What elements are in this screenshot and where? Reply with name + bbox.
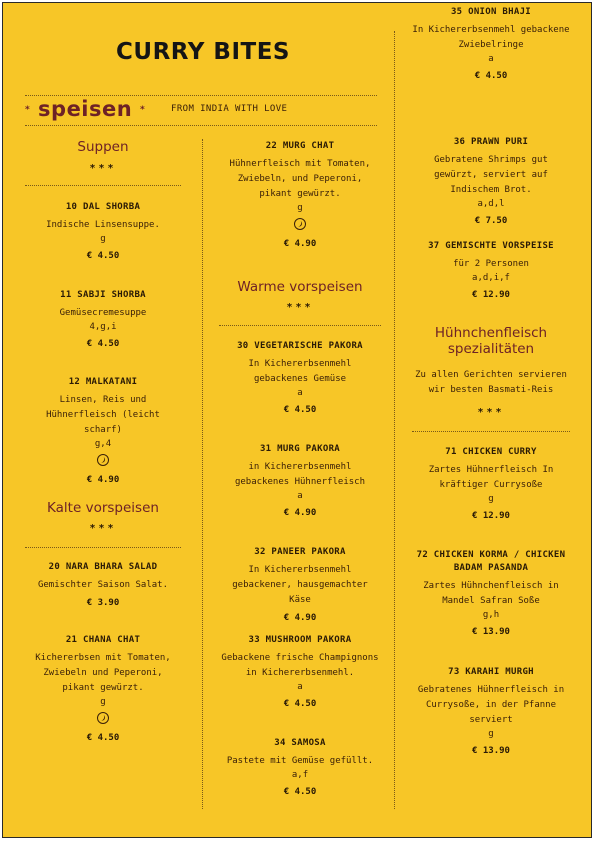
- stars-ornament: ***: [477, 407, 505, 418]
- divider: [25, 185, 181, 186]
- divider: [25, 547, 181, 548]
- menu-item: [219, 737, 381, 799]
- item-price: € 4.50: [283, 787, 317, 797]
- item-price: € 4.50: [474, 71, 508, 81]
- menu-item: [219, 340, 381, 417]
- item-allergen-codes: g: [488, 729, 494, 739]
- item-price: € 4.90: [283, 239, 317, 249]
- item-allergen-codes: a,d,i,f: [472, 273, 510, 283]
- speisen-label: speisen: [38, 97, 133, 121]
- item-price: € 4.50: [86, 339, 120, 349]
- item-allergen-codes: g: [297, 203, 303, 213]
- menu-page: [2, 2, 592, 838]
- menu-item: [412, 666, 570, 758]
- item-description: Gebratenes Hühnerfleisch in Currysoße, in der Pfanne serviert: [417, 685, 565, 725]
- item-name: 22 MURG CHAT: [265, 141, 335, 151]
- item-price: € 4.50: [86, 251, 120, 261]
- item-description: Gemischter Saison Salat.: [37, 580, 169, 590]
- item-name: 35 ONION BHAJI: [450, 7, 532, 17]
- item-name: 12 MALKATANI: [68, 377, 138, 387]
- item-description: In Kichererbsenmehl gebackener, hausgemachter Käse: [232, 565, 368, 605]
- section-note: [412, 364, 570, 398]
- item-price: € 4.50: [283, 405, 317, 415]
- stars-ornament: ***: [286, 302, 314, 313]
- section-note-text: Zu allen Gerichten servieren wir besten Basmati-Reis: [415, 370, 567, 395]
- item-price: € 4.50: [283, 699, 317, 709]
- item-allergen-codes: a: [297, 388, 303, 398]
- item-price: € 13.90: [472, 627, 510, 637]
- menu-item: [412, 136, 570, 228]
- item-name: 72 CHICKEN KORMA / CHICKEN BADAM PASANDA: [416, 550, 566, 573]
- item-description: für 2 Personen: [453, 259, 529, 269]
- item-price: € 4.90: [283, 508, 317, 518]
- item-allergen-codes: a,f: [291, 770, 309, 780]
- item-name: 33 MUSHROOM PAKORA: [248, 635, 352, 645]
- menu-item: [219, 634, 381, 711]
- menu-item: [412, 549, 570, 639]
- item-price: € 4.50: [86, 733, 120, 743]
- item-description: Hühnerfleisch mit Tomaten, Zwiebeln, und Peperoni, pikant gewürzt.: [229, 159, 371, 199]
- menu-item: [25, 561, 181, 610]
- item-price: € 4.90: [283, 613, 317, 623]
- item-description: Gemüsecremesuppe: [59, 308, 147, 318]
- middle-column: [219, 3, 381, 838]
- item-description: In Kichererbsenmehl gebackenes Gemüse: [248, 359, 352, 384]
- item-price: € 12.90: [472, 511, 510, 521]
- item-name: 37 GEMISCHTE VORSPEISE: [428, 241, 554, 251]
- item-name: 32 PANEER PAKORA: [254, 547, 346, 557]
- menu-item: [412, 6, 570, 83]
- item-description: Linsen, Reis und Hühnerfleisch (leicht scharf): [46, 395, 160, 435]
- section-title-warme-vorspeisen: Warme vorspeisen: [237, 279, 363, 295]
- stars-ornament: ***: [89, 163, 117, 174]
- item-name: 20 NARA BHARA SALAD: [48, 562, 158, 572]
- menu-item: [219, 443, 381, 520]
- menu-item: [412, 240, 570, 302]
- item-description: Zartes Hühnchenfleisch in Mandel Safran Soße: [423, 581, 559, 606]
- column-divider: [394, 31, 395, 809]
- item-allergen-codes: a: [297, 491, 303, 501]
- section-title-suppen: Suppen: [77, 139, 129, 155]
- column-divider: [202, 139, 203, 809]
- divider: [412, 431, 570, 432]
- item-name: 21 CHANA CHAT: [65, 635, 141, 645]
- item-allergen-codes: 4,g,i: [89, 322, 117, 332]
- menu-item: [25, 634, 181, 745]
- item-price: € 13.90: [472, 746, 510, 756]
- menu-item: [219, 140, 381, 251]
- item-allergen-codes: a: [488, 54, 494, 64]
- item-allergen-codes: g: [488, 494, 494, 504]
- menu-item: [25, 289, 181, 351]
- item-name: 34 SAMOSA: [274, 738, 326, 748]
- restaurant-title: CURRY BITES: [116, 39, 290, 65]
- stars-ornament: ***: [89, 523, 117, 534]
- section-title-huehnchenfleisch: Hühnchenfleisch spezialitäten: [434, 325, 548, 357]
- menu-item: [25, 376, 181, 487]
- item-name: 11 SABJI SHORBA: [60, 290, 146, 300]
- star-ornament-icon: *: [25, 105, 31, 115]
- item-name: 31 MURG PAKORA: [259, 444, 341, 454]
- star-ornament-icon: *: [140, 105, 146, 115]
- item-description: Kichererbsen mit Tomaten, Zwiebeln und Peperoni, pikant gewürzt.: [35, 653, 171, 693]
- item-allergen-codes: g,h: [482, 610, 500, 620]
- item-allergen-codes: a,d,l: [477, 199, 505, 209]
- item-price: € 3.90: [86, 598, 120, 608]
- chili-icon: [97, 454, 109, 466]
- item-allergen-codes: g: [100, 697, 106, 707]
- right-column: [412, 3, 570, 838]
- item-price: € 4.90: [86, 475, 120, 485]
- menu-item: [25, 201, 181, 263]
- item-name: 30 VEGETARISCHE PAKORA: [237, 341, 363, 351]
- menu-item: [412, 446, 570, 523]
- item-description: Indische Linsensuppe.: [46, 220, 160, 230]
- item-allergen-codes: g: [100, 234, 106, 244]
- item-allergen-codes: a: [297, 682, 303, 692]
- menu-item: [219, 546, 381, 625]
- item-allergen-codes: g,4: [94, 439, 112, 449]
- item-description: Pastete mit Gemüse gefüllt.: [226, 756, 374, 766]
- item-name: 73 KARAHI MURGH: [448, 667, 534, 677]
- chili-icon: [97, 712, 109, 724]
- item-description: Gebackene frische Champignons in Kichererbsenmehl.: [221, 653, 379, 678]
- item-price: € 12.90: [472, 290, 510, 300]
- item-name: 10 DAL SHORBA: [65, 202, 141, 212]
- item-description: In Kichererbsenmehl gebackene Zwiebelringe: [412, 25, 570, 50]
- item-description: Zartes Hühnerfleisch In kräftiger Currysoße: [428, 465, 554, 490]
- tagline: FROM INDIA WITH LOVE: [171, 104, 288, 114]
- item-price: € 7.50: [474, 216, 508, 226]
- chili-icon: [294, 218, 306, 230]
- left-column: [25, 3, 181, 838]
- item-description: in Kichererbsenmehl gebackenes Hühnerfleisch: [234, 462, 366, 487]
- item-name: 36 PRAWN PURI: [453, 137, 529, 147]
- item-name: 71 CHICKEN CURRY: [445, 447, 537, 457]
- item-description: Gebratene Shrimps gut gewürzt, serviert auf Indischem Brot.: [434, 155, 548, 195]
- section-title-kalte-vorspeisen: Kalte vorspeisen: [47, 500, 159, 516]
- divider: [219, 325, 381, 326]
